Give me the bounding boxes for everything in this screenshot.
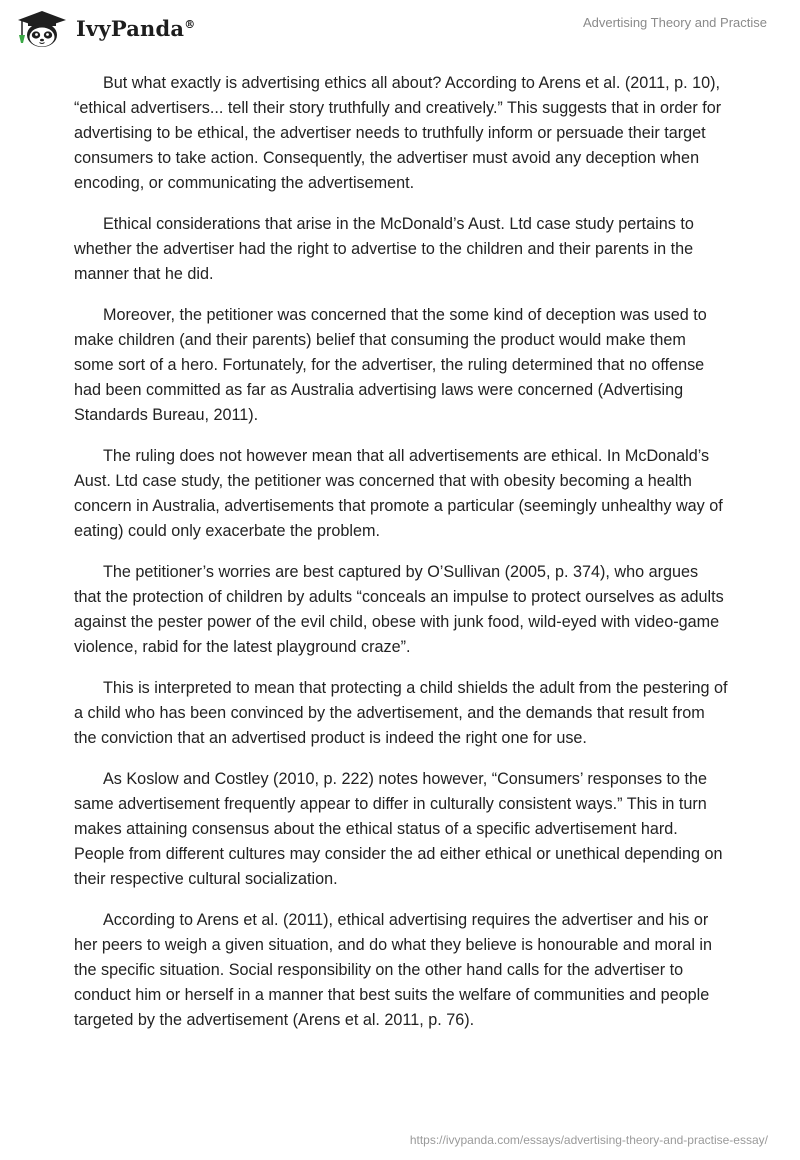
paragraph: The petitioner’s worries are best captured by O’Sullivan (2005, p. 374), who argues that the protection of children by adults “conceals an impulse to protect ourselves as adults against the pester power of the evil child, obese with junk food, wild-eyed with video-game violence, rabid for the latest playground craze”. — [74, 563, 724, 656]
paragraph: Moreover, the petitioner was concerned that the some kind of deception was used to make children (and their parents) belief that consuming the product would make them some sort of a hero. Fortunately, for the advertiser, the ruling determined that no offense had been committed as far as Australia advertising laws were concerned (Advertising Standards Bureau, 2011). — [74, 306, 707, 424]
source-url-link[interactable]: https://ivypanda.com/essays/advertising-theory-and-practise-essay/ — [409, 1133, 768, 1147]
paragraph: As Koslow and Costley (2010, p. 222) notes however, “Consumers’ responses to the same advertisement frequently appear to differ in culturally consistent ways.” This in turn makes attaining consensus about the ethical status of a specific advertisement hard. People from different cultures may consider the ad either ethical or unethical depending on their respective cultural socialization. — [74, 770, 723, 888]
brand-name: IvyPanda® — [76, 15, 196, 41]
page-header — [0, 0, 800, 70]
ivypanda-logo[interactable] — [14, 8, 195, 48]
running-title: Advertising Theory and Practise — [582, 15, 767, 30]
panda-graduate-icon — [14, 8, 70, 48]
paragraph: According to Arens et al. (2011), ethical advertising requires the advertiser and his or her peers to weigh a given situation, and do what they believe is honourable and moral in the specific situation. Social responsibility on the other hand calls for the advertiser to conduct him or herself in a manner that best suits the welfare of communities and people targeted by the advertisement (Arens et al. 2011, p. 76). — [74, 911, 713, 1029]
paragraph: The ruling does not however mean that all advertisements are ethical. In McDonald’s Aust. Ltd case study, the petitioner was concerned that with obesity becoming a health concern in Australia, advertisements that promote a particular (seemingly unhealthy way of eating) could only exacerbate the problem. — [74, 447, 723, 540]
paragraph: Ethical considerations that arise in the McDonald’s Aust. Ltd case study pertains to whether the advertiser had the right to advertise to the children and their parents in the manner that he did. — [74, 215, 694, 283]
essay-body — [74, 71, 728, 1049]
paragraph: This is interpreted to mean that protecting a child shields the adult from the pestering of a child who has been convinced by the advertisement, and the demands that result from the conviction that an advertised product is indeed the right one for use. — [74, 679, 728, 747]
paragraph: But what exactly is advertising ethics all about? According to Arens et al. (2011, p. 10), “ethical advertisers... tell their story truthfully and creatively.” This suggests that in order for advertising to be ethical, the advertiser needs to truthfully inform or persuade their target consumers to take action. Consequently, the advertiser must avoid any deception when encoding, or communicating the advertisement. — [74, 74, 722, 192]
